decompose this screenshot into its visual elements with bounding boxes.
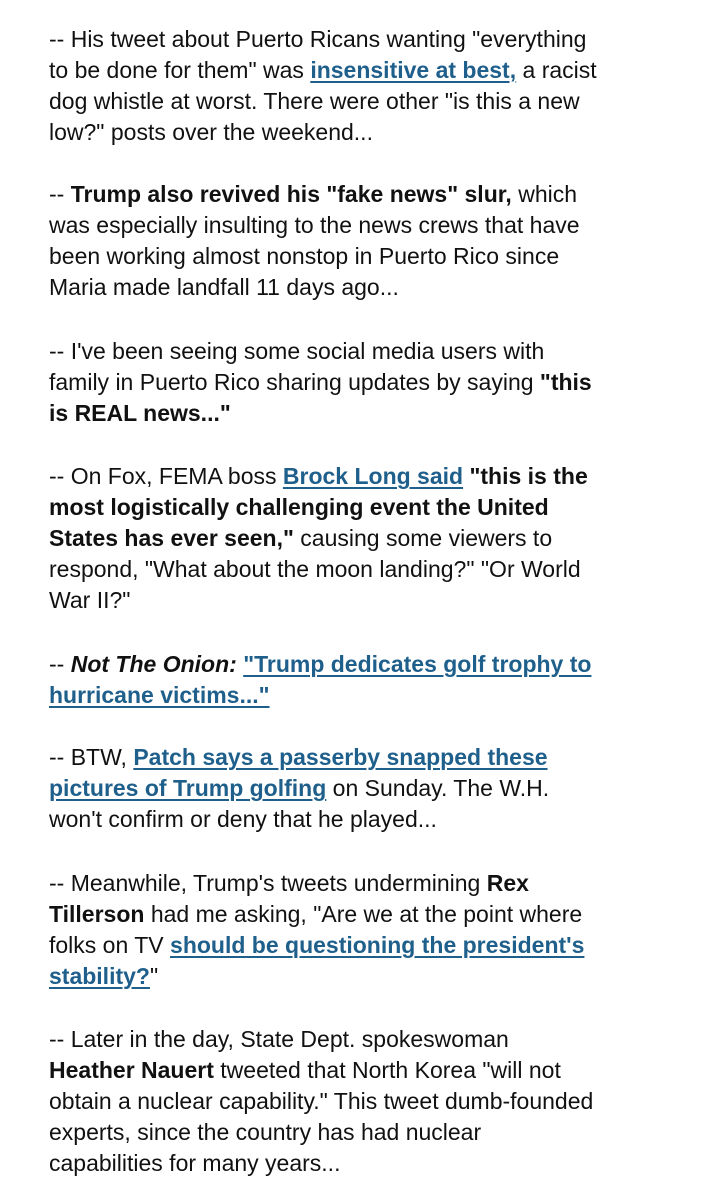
p5-line-2	[49, 680, 689, 711]
p4-line-1	[49, 461, 689, 492]
insensitive-link[interactable]: insensitive at best,	[310, 57, 517, 83]
p8-line-1: -- Later in the day, State Dept. spokeswoman	[49, 1026, 509, 1052]
patch-link[interactable]: Patch says a passerby snapped these	[133, 744, 548, 770]
p7-line-1	[49, 868, 689, 899]
golf-trophy-link[interactable]: "Trump dedicates golf trophy to	[243, 651, 592, 677]
p6-line-3: won't confirm or deny that he played...	[49, 806, 437, 832]
p7-line-3	[49, 930, 689, 961]
paragraph-3	[49, 336, 689, 429]
p7-bold-2: Tillerson	[49, 901, 145, 927]
p3-bold-1: "this	[539, 369, 592, 395]
p4-line-3	[49, 523, 689, 554]
p4-bold-2: most logistically challenging event the United	[49, 494, 549, 520]
p3-text-b: family in Puerto Rico sharing updates by saying	[49, 369, 540, 395]
p1-line-2	[49, 55, 689, 86]
p2-line-1	[49, 179, 689, 210]
p6-text-b: on Sunday. The W.H.	[326, 775, 550, 801]
stability-link[interactable]: should be questioning the president's	[170, 932, 585, 958]
p6-line-2	[49, 773, 689, 804]
p8-bold: Heather Nauert	[49, 1057, 214, 1083]
p4-text-b: causing some viewers to	[293, 525, 553, 551]
p4-bold-3: States has ever seen,"	[49, 525, 294, 551]
p1-line-3: dog whistle at worst. There were other "is this a new	[49, 88, 580, 114]
paragraph-6	[49, 742, 689, 835]
p1-text-c: a racist	[516, 57, 597, 83]
p7-line-2	[49, 899, 689, 930]
p7-text-d: "	[149, 963, 159, 989]
p7-line-4	[49, 961, 689, 992]
p3-bold-2: is REAL news..."	[49, 400, 231, 426]
p2-line-2: was especially insulting to the news crews that have	[49, 212, 580, 238]
p4-line-2	[49, 492, 689, 523]
p5-prefix: --	[49, 651, 71, 677]
p6-text-a: -- BTW,	[49, 744, 134, 770]
p4-text-a: -- On Fox, FEMA boss	[49, 463, 283, 489]
p4-line-4: respond, "What about the moon landing?" "Or World	[49, 556, 581, 582]
p7-bold-1: Rex	[486, 870, 529, 896]
brock-long-link[interactable]: Brock Long said	[282, 463, 464, 489]
stability-link-cont[interactable]: stability?	[49, 963, 150, 989]
p4-line-5: War II?"	[49, 587, 131, 613]
p8-line-3: obtain a nuclear capability." This tweet dumb-founded	[49, 1088, 594, 1114]
p1-text-b: to be done for them" was	[49, 57, 311, 83]
p2-line-4: Maria made landfall 11 days ago...	[49, 274, 399, 300]
p3-line-2	[49, 367, 689, 398]
p7-text-c: folks on TV	[49, 932, 171, 958]
paragraph-4	[49, 461, 689, 616]
golf-trophy-link-cont[interactable]: hurricane victims..."	[49, 682, 270, 708]
p1-line-1: -- His tweet about Puerto Ricans wanting "everything	[49, 26, 587, 52]
paragraph-8	[49, 1024, 689, 1179]
paragraph-1	[49, 24, 689, 148]
p7-text-b: had me asking, "Are we at the point where	[144, 901, 583, 927]
p8-line-5: capabilities for many years...	[49, 1150, 341, 1176]
paragraph-2	[49, 179, 689, 303]
not-the-onion-label: Not The Onion:	[70, 651, 237, 677]
p8-text-b: tweeted that North Korea "will not	[213, 1057, 561, 1083]
paragraph-7	[49, 868, 689, 992]
patch-link-cont[interactable]: pictures of Trump golfing	[49, 775, 327, 801]
p3-line-3	[49, 398, 689, 429]
p2-line-3: been working almost nonstop in Puerto Rico since	[49, 243, 560, 269]
paragraph-5	[49, 649, 689, 711]
p6-line-1	[49, 742, 689, 773]
p8-line-4: experts, since the country has had nuclear	[49, 1119, 482, 1145]
p2-bold: Trump also revived his "fake news" slur,	[70, 181, 512, 207]
p2-text-a: which	[511, 181, 578, 207]
p3-line-1: -- I've been seeing some social media users with	[49, 338, 545, 364]
p7-text-a: -- Meanwhile, Trump's tweets undermining	[49, 870, 487, 896]
p4-bold-1: "this is the	[469, 463, 588, 489]
p5-line-1	[49, 649, 689, 680]
p8-line-2	[49, 1055, 689, 1086]
p2-prefix: --	[49, 181, 71, 207]
p1-line-4: low?" posts over the weekend...	[49, 119, 373, 145]
